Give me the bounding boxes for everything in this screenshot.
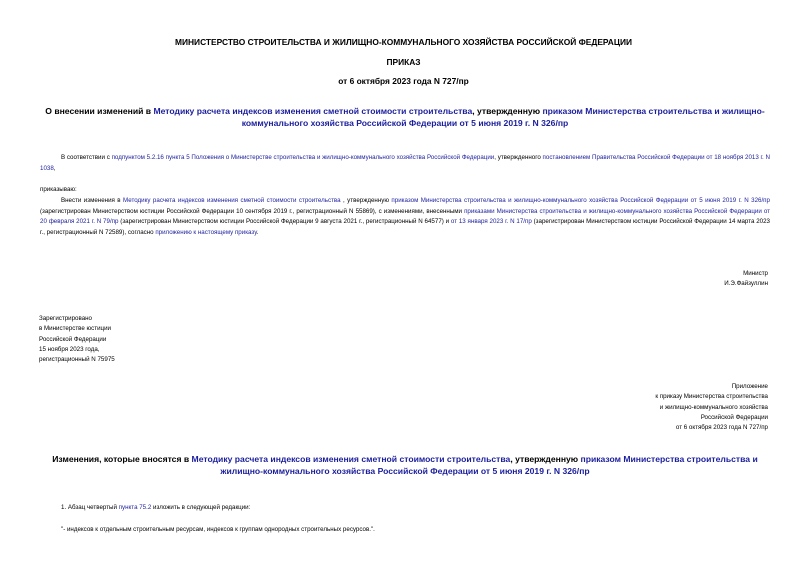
registration-line: Российской Федерации: [39, 335, 107, 343]
government-decree-link[interactable]: постановлением Правительства Российской Федерации от 18 ноября 2013 г. N 1038: [40, 154, 770, 172]
order-17-link[interactable]: от 13 января 2023 г. N 17/пр: [450, 218, 532, 226]
order-body-text-4: (зарегистрирован Министерством юстиции Российской Федерации 9 августа 2021 г., регистрационный N 64577) и: [118, 218, 451, 226]
order-title-text-2: , утвержденную: [472, 106, 543, 116]
methodology-link-2[interactable]: Методику расчета индексов изменения сметной стоимости строительства: [123, 197, 341, 204]
registration-line: Зарегистрировано: [39, 315, 92, 322]
doc-type-heading: ПРИКАЗ: [386, 57, 421, 67]
preamble-text-1: В соответствии с: [61, 154, 112, 161]
methodology-link[interactable]: Методику расчета индексов изменения сметной стоимости строительства: [153, 106, 473, 116]
appendix-ref-line: Российской Федерации: [700, 413, 768, 421]
item-1-text-2: изложить в следующей редакции:: [151, 504, 251, 511]
order-word: приказываю:: [40, 186, 77, 193]
appendix-ref-line: и жилищно-коммунального хозяйства: [659, 403, 768, 411]
preamble-paragraph: [40, 153, 770, 174]
order-body-text-2: , утвержденную: [340, 197, 392, 204]
registration-block: [39, 314, 115, 365]
order-body-text-1: Внести изменения в: [61, 197, 124, 204]
signature-name: И.Э.Файзуллин: [724, 280, 768, 288]
order-326-link-3[interactable]: приказом Министерства строительства и жилищно-коммунального хозяйства Российской Федерации от 5 июня 2019 г. N 326/пр: [220, 454, 758, 476]
changes-title-text-2: , утвержденную: [510, 454, 581, 464]
date-number-heading: от 6 октября 2023 года N 727/пр: [338, 76, 469, 86]
clause-75-2-link[interactable]: пункта 75.2: [118, 504, 152, 511]
order-326-link[interactable]: приказом Министерства строительства и жилищно-коммунального хозяйства Российской Федерации от 5 июня 2019 г. N 326/пр: [241, 106, 765, 128]
regulation-subclause-link[interactable]: подпунктом 5.2.16 пункта 5 Положения о Министерстве строительства и жилищно-коммунального хозяйства Российской Федерации: [111, 154, 495, 161]
order-title-text-1: О внесении изменений в: [45, 106, 154, 116]
preamble-text-2: , утвержденного: [494, 154, 543, 161]
changes-title: [40, 453, 770, 477]
registration-line: в Министерстве юстиции: [39, 325, 112, 333]
item-1-text-1: 1. Абзац четвертый: [61, 504, 119, 511]
appendix-link[interactable]: приложению к настоящему приказу: [155, 228, 257, 236]
appendix-ref-line: к приказу Министерства строительства: [655, 393, 768, 401]
preamble-text-3: ,: [53, 164, 56, 172]
order-79-link[interactable]: приказами Министерства строительства и жилищно-коммунального хозяйства Российской Федерации от 20 февраля 2021 г. N 79/пр: [40, 207, 770, 226]
registration-line: 15 ноября 2023 года,: [39, 345, 100, 353]
order-body-text-5: (зарегистрирован Министерством юстиции Российской Федерации 14 марта 2023 г., регистрационный N 72589), согласно: [40, 218, 770, 236]
signature-position: Министр: [743, 270, 768, 277]
ministry-heading: МИНИСТЕРСТВО СТРОИТЕЛЬСТВА И ЖИЛИЩНО-КОММУНАЛЬНОГО ХОЗЯЙСТВА РОССИЙСКОЙ ФЕДЕРАЦИИ: [175, 37, 632, 47]
appendix-ref-block: [655, 382, 768, 433]
order-body-text-6: .: [256, 228, 259, 236]
signature-block: [724, 269, 768, 290]
changes-title-text-1: Изменения, которые вносятся в: [52, 454, 192, 464]
order-body-text-3: (зарегистрирован Министерством юстиции Российской Федерации 10 сентября 2019 г., регистрационный N 55869), с изменениями, внесенными: [40, 207, 465, 215]
appendix-ref-line: от 6 октября 2023 года N 727/пр: [675, 424, 768, 432]
appendix-ref-line: Приложение: [731, 383, 768, 390]
order-326-link-2[interactable]: приказом Министерства строительства и жилищно-коммунального хозяйства Российской Федерации от 5 июня 2019 г. N 326/пр: [391, 197, 770, 204]
order-body-paragraph: [40, 196, 770, 238]
registration-line: регистрационный N 75975: [39, 356, 115, 364]
order-title: [40, 105, 770, 129]
methodology-link-3[interactable]: Методику расчета индексов изменения сметной стоимости строительства: [191, 454, 511, 464]
item-1-paragraph: [40, 503, 770, 514]
quote-paragraph: "- индексов к отдельным строительным ресурсам, индексов к группам однородных строительных ресурсов.".: [61, 526, 375, 533]
